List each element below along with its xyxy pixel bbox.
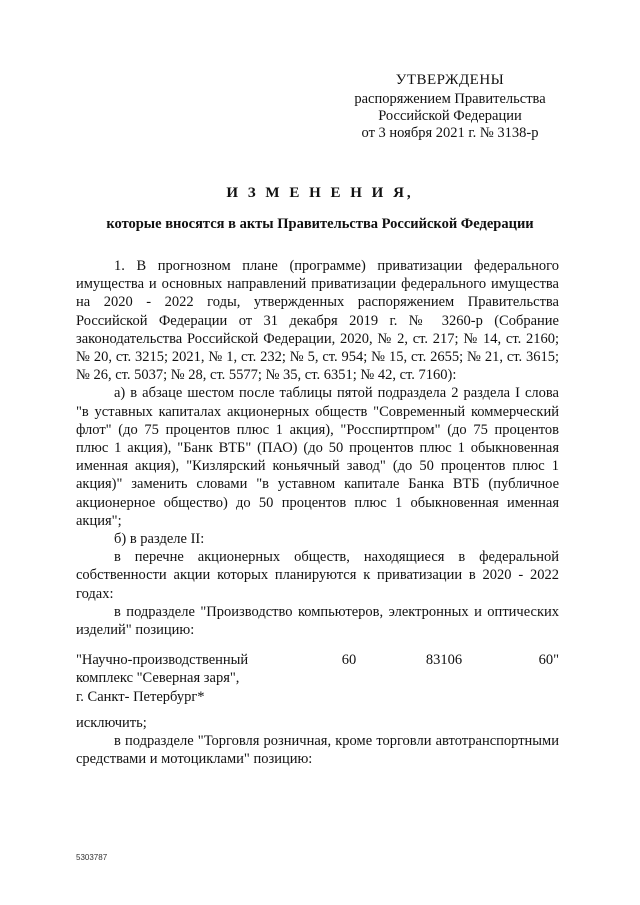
paragraph-f: в подразделе "Торговля розничная, кроме торговли автотранспортными средствами и мотоциклами" позицию: [76, 733, 559, 768]
paragraph-e: исключить; [76, 714, 147, 731]
document-subtitle: которые вносятся в акты Правительства Российской Федерации [106, 216, 534, 232]
position-name-line-3: г. Санкт- Петербург* [76, 688, 205, 705]
footer-code: 5303787 [76, 853, 108, 862]
approval-block [340, 72, 560, 142]
position-name-line-2: комплекс "Северная заря", [76, 670, 240, 687]
approval-line-1: распоряжением Правительства [354, 91, 546, 107]
position-col-a: 60 [341, 652, 357, 669]
approval-line-3: от 3 ноября 2021 г. № 3138-р [361, 125, 539, 141]
paragraph-c: в перечне акционерных обществ, находящиеся в федеральной собственности акции которых планируются к приватизации в 2020 - 2022 годах: [76, 549, 559, 602]
paragraph-b: б) в разделе II: [114, 531, 205, 548]
document-title: И З М Е Н Е Н И Я, [226, 185, 414, 201]
position-col-b: 83106 [425, 652, 463, 669]
approval-heading: УТВЕРЖДЕНЫ [395, 72, 505, 88]
document-body [76, 257, 559, 768]
position-name [76, 651, 304, 706]
position-name-line-1: "Научно-производственный [76, 652, 249, 669]
paragraph-1: 1. В прогнозном плане (программе) приватизации федерального имущества и основных направлений приватизации федерального имущества на 2020 - 2022 годы, утвержденных распоряжением Правительства Российской Федерации от 31 декабря 2019 г. № 3260-р (Собрание законодательства Российской Федерации, 2020, № 2, ст. 217; № 14, ст. 2160; № 20, ст. 3215; 2021, № 1, ст. 232; № 5, ст. 954; № 15, ст. 2655; № 21, ст. 3615; № 26, ст. 5037; № 28, ст. 5577; № 35, ст. 6351; № 42, ст. 7160): [76, 258, 559, 384]
position-table-row [76, 651, 559, 706]
paragraph-a: а) в абзаце шестом после таблицы пятой подраздела 2 раздела I слова "в уставных капиталах акционерных обществ "Современный коммерческий флот" (до 75 процентов плюс 1 акция), "Росспиртпром" (до 75 процентов плюс 1 акция), "Банк ВТБ" (ПАО) (до 50 процентов плюс 1 обыкновенная именная акция), "Кизлярский коньячный завод" (до 50 процентов плюс 1 акция)" заменить словами "в уставном капитале Банка ВТБ (публичное акционерное общество) до 50 процентов плюс 1 обыкновенная именная акция"; [76, 385, 559, 529]
position-col-c: 60" [538, 652, 559, 669]
paragraph-d: в подразделе "Производство компьютеров, электронных и оптических изделий" позицию: [76, 603, 559, 639]
approval-line-2: Российской Федерации [378, 108, 522, 124]
